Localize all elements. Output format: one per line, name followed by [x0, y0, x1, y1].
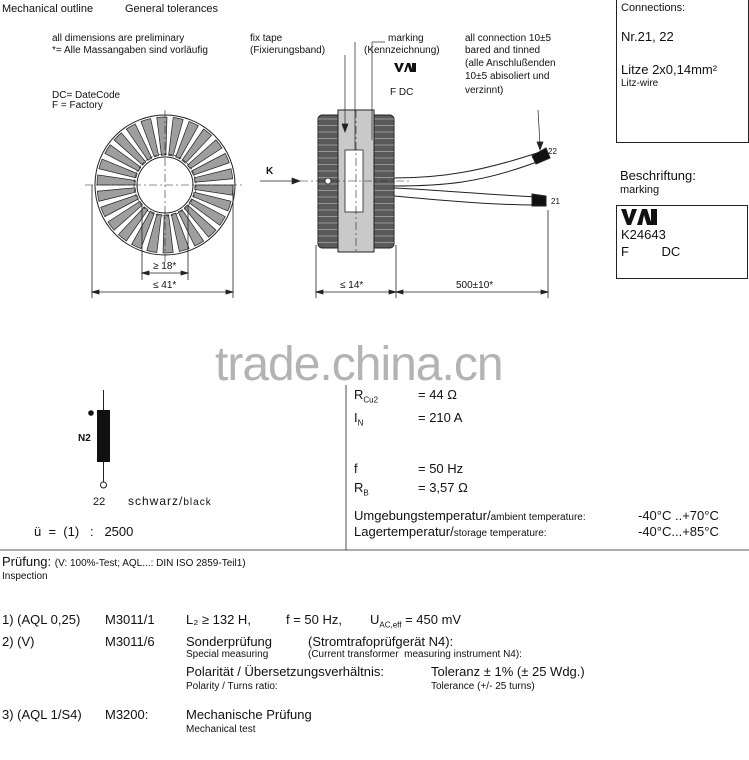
- test-2-instrument-en: (Current transformer measuring instrument N4):: [308, 649, 522, 660]
- test-1-voltage-sub: AC,eff: [379, 620, 402, 630]
- vac-logo: [621, 209, 657, 225]
- spec-ambient-en: ambient temperature:: [490, 512, 586, 523]
- dim-height: ≤ 14*: [340, 280, 364, 291]
- label-fix-tape-de: (Fixierungsband): [250, 45, 326, 56]
- spec-rb-symbol: R: [354, 480, 364, 495]
- pruefung-title-de: Prüfung:: [2, 554, 52, 569]
- marking-f-dc: F DC: [621, 244, 681, 259]
- winding-n2-label: N2: [78, 433, 91, 444]
- label-marking-de: (Kennzeichnung): [364, 45, 440, 56]
- label-k: K: [266, 166, 274, 177]
- spec-in-value: = 210 A: [418, 410, 463, 425]
- spec-storage-value: -40°C...+85°C: [638, 524, 719, 539]
- spec-storage-de: Lagertemperatur/: [354, 524, 454, 539]
- test-2-instrument-de: (Stromtrafoprüfgerät N4):: [308, 634, 454, 649]
- test-1-voltage-value: = 450 mV: [401, 612, 462, 627]
- beschriftung-title: Beschriftung:: [620, 168, 696, 183]
- spec-rb-sub: B: [363, 488, 369, 498]
- test-1-number: 1) (AQL 0,25): [2, 612, 81, 627]
- spec-rcu-value: = 44 Ω: [418, 387, 457, 402]
- beschriftung-subtitle: marking: [620, 184, 660, 196]
- spec-in-sub: N: [357, 418, 364, 428]
- spec-ambient-de: Umgebungstemperatur/: [354, 508, 491, 523]
- pruefung-subtitle: Inspection: [2, 571, 48, 582]
- test-2-name-de: Sonderprüfung: [186, 634, 273, 649]
- test-2b-tolerance-en: Tolerance (+/- 25 turns): [431, 681, 535, 692]
- label-marking: marking: [388, 33, 424, 44]
- watermark: trade.china.cn: [215, 338, 503, 391]
- test-1-frequency: f = 50 Hz,: [286, 612, 342, 627]
- label-conn-5: verzinnt): [465, 85, 504, 96]
- mechanical-outline-heading: Mechanical outline: [2, 3, 94, 15]
- test-2-number: 2) (V): [2, 634, 35, 649]
- label-conn-2: bared and tinned: [465, 45, 541, 56]
- spec-storage-en: storage temperature:: [453, 528, 547, 539]
- pruefung-title: [2, 554, 246, 569]
- spec-f: f: [354, 461, 358, 476]
- test-1-code: M3011/1: [105, 612, 155, 627]
- test-2-code: M3011/6: [105, 634, 155, 649]
- test-2b-name-de: Polarität / Übersetzungsverhältnis:: [186, 664, 384, 679]
- note-dimensions-de: *= Alle Massangaben sind vorläufig: [52, 45, 208, 56]
- connections-title: Connections:: [621, 2, 686, 14]
- spec-f-value: = 50 Hz: [418, 461, 464, 476]
- spec-in: [354, 410, 363, 428]
- label-conn-4: 10±5 abisoliert und: [465, 71, 550, 82]
- spec-storage: [354, 524, 547, 539]
- spec-rcu: [354, 387, 378, 405]
- label-fix-tape: fix tape: [250, 33, 283, 44]
- test-1-inductance: L₂ ≥ 132 H,: [186, 612, 251, 627]
- note-factory: F = Factory: [52, 100, 103, 111]
- connections-litz-wire: Litz-wire: [621, 78, 659, 89]
- label-pin-21: 21: [551, 197, 560, 206]
- test-3-name-en: Mechanical test: [186, 724, 256, 735]
- note-dimensions: all dimensions are preliminary: [52, 33, 185, 44]
- connections-nr: Nr.21, 22: [621, 29, 674, 44]
- label-conn-1: all connection 10±5: [465, 33, 552, 44]
- winding-pin-22: 22: [93, 496, 106, 508]
- test-3-number: 3) (AQL 1/S4): [2, 707, 82, 722]
- spec-in-symbol: I: [354, 410, 358, 425]
- connections-litze: Litze 2x0,14mm²: [621, 62, 718, 77]
- general-tolerances-heading: General tolerances: [125, 3, 218, 15]
- turns-ratio: ü = (1) : 2500: [34, 524, 134, 539]
- test-1-voltage-symbol: U: [370, 612, 380, 627]
- note-datecode: DC= DateCode: [52, 90, 121, 101]
- spec-ambient-value: -40°C ..+70°C: [638, 508, 719, 523]
- marking-code: K24643: [621, 227, 666, 242]
- spec-rcu-symbol: R: [354, 387, 364, 402]
- test-2-name-en: Special measuring: [186, 649, 269, 660]
- winding-color-de: schwarz/: [128, 494, 184, 508]
- label-f-dc: F DC: [390, 87, 414, 98]
- winding-color-en: black: [183, 497, 212, 508]
- label-conn-3: (alle Anschlußenden: [465, 58, 556, 69]
- winding-color: [128, 494, 212, 508]
- spec-ambient: [354, 508, 586, 523]
- test-3-name-de: Mechanische Prüfung: [186, 707, 312, 722]
- dim-outer-diameter: ≤ 41*: [153, 280, 177, 291]
- dim-inner-diameter: ≥ 18*: [153, 261, 177, 272]
- test-2b-tolerance-de: Toleranz ± 1% (± 25 Wdg.): [431, 664, 585, 679]
- label-pin-22: 22: [548, 147, 557, 156]
- spec-rb: [354, 480, 369, 498]
- test-3-code: M3200:: [105, 707, 149, 722]
- marking-box: [616, 205, 748, 279]
- pruefung-note: (V: 100%-Test; AQL...: DIN ISO 2859-Teil1): [54, 558, 246, 569]
- spec-rcu-sub: Cu2: [363, 395, 379, 405]
- connections-box: [616, 0, 749, 143]
- test-2b-name-en: Polarity / Turns ratio:: [186, 681, 278, 692]
- vac-logo-small: [394, 63, 416, 72]
- lead-wires: [394, 148, 550, 206]
- dim-lead-length: 500±10*: [456, 280, 494, 291]
- spec-rb-value: = 3,57 Ω: [418, 480, 468, 495]
- winding-symbol: [88, 390, 110, 488]
- test-1-voltage: [370, 612, 461, 630]
